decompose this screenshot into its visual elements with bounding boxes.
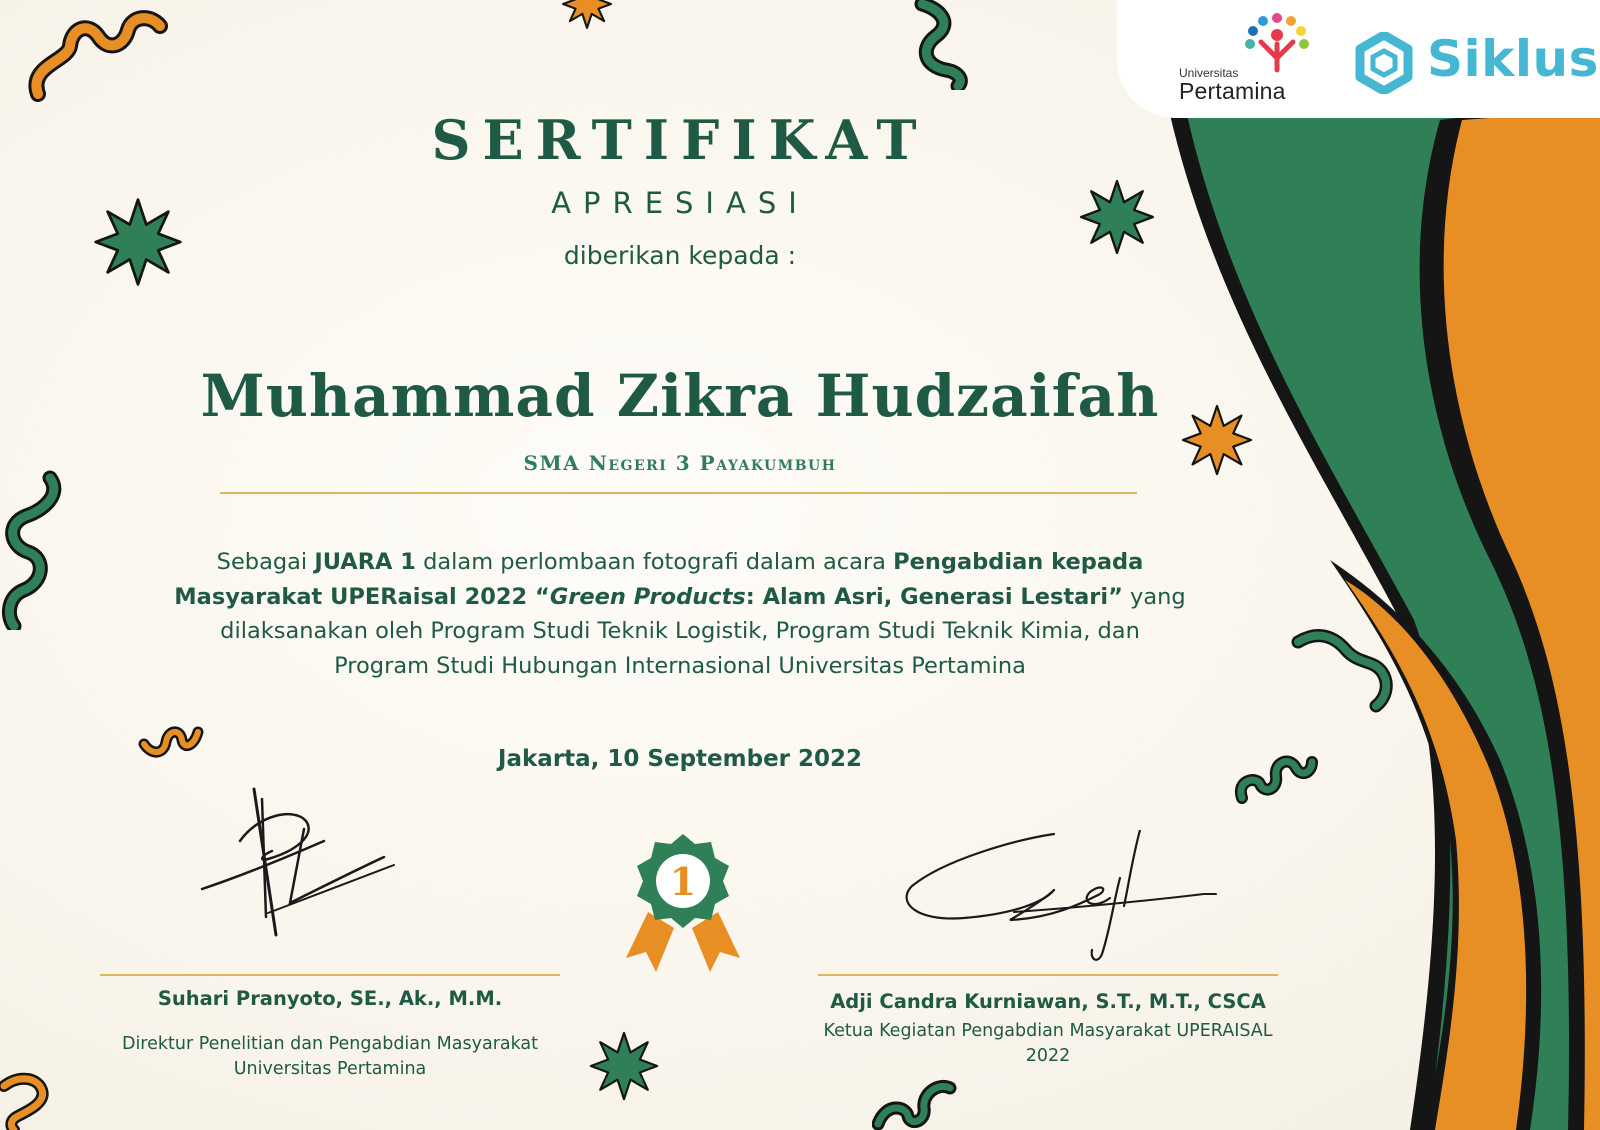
signature [198, 785, 408, 955]
star-icon [92, 196, 184, 288]
logo-panel [1117, 0, 1600, 118]
signature-line [818, 974, 1278, 976]
divider [220, 492, 1137, 494]
siklus-logo [1353, 28, 1598, 98]
medal-number: 1 [669, 859, 697, 904]
recipient-name: Muhammad Zikra Hudzaifah [200, 362, 1160, 430]
squiggle-icon [138, 716, 204, 762]
university-label-big: Pertamina [1179, 78, 1286, 104]
recipient-school: SMA Negeri 3 Payakumbuh [523, 451, 837, 475]
squiggle-icon [1234, 742, 1318, 808]
star-icon [556, 0, 618, 30]
body-line-3: dilaksanakan oleh Program Studi Teknik Logistik, Program Studi Teknik Kimia, dan [220, 618, 1140, 644]
certificate-body [140, 545, 1220, 683]
squiggle-icon [28, 6, 170, 106]
signatory-1-role: Direktur Penelitian dan Pengabdian Masyarakat Universitas Pertamina [121, 1034, 539, 1079]
signatory-2-name: Adji Candra Kurniawan, S.T., M.T., CSCA [830, 990, 1266, 1013]
flower-icon [1241, 8, 1313, 78]
squiggle-icon [0, 470, 66, 630]
body-line-1: Sebagai JUARA 1 dalam perlombaan fotografi dalam acara Pengabdian kepada [216, 549, 1144, 575]
squiggle-icon [872, 1072, 958, 1130]
squiggle-icon [912, 0, 972, 90]
certificate-title: SERTIFIKAT [431, 108, 929, 172]
place-date: Jakarta, 10 September 2022 [497, 746, 863, 772]
university-label-small: Universitas [1179, 66, 1239, 80]
signatory-2-role: Ketua Kegiatan Pengabdian Masyarakat UPERAISAL 2022 [823, 1021, 1273, 1066]
signatory-1-name: Suhari Pranyoto, SE., Ak., M.M. [157, 987, 503, 1010]
body-line-2: Masyarakat UPERaisal 2022 “Green Products: Alam Asri, Generasi Lestari” yang [174, 583, 1186, 610]
medal-icon [618, 826, 748, 974]
signature-line [100, 974, 560, 976]
siklus-wordmark: Siklus [1427, 30, 1599, 88]
given-to-label: diberikan kepada : [563, 241, 797, 270]
certificate-subtitle: APRESIASI [551, 186, 809, 220]
body-line-4: Program Studi Hubungan Internasional Universitas Pertamina [334, 652, 1026, 679]
university-pertamina-logo [1179, 8, 1309, 108]
squiggle-icon [1290, 624, 1400, 714]
star-icon [1078, 176, 1156, 258]
siklus-mark-icon [1353, 32, 1415, 94]
signature [904, 830, 1230, 970]
